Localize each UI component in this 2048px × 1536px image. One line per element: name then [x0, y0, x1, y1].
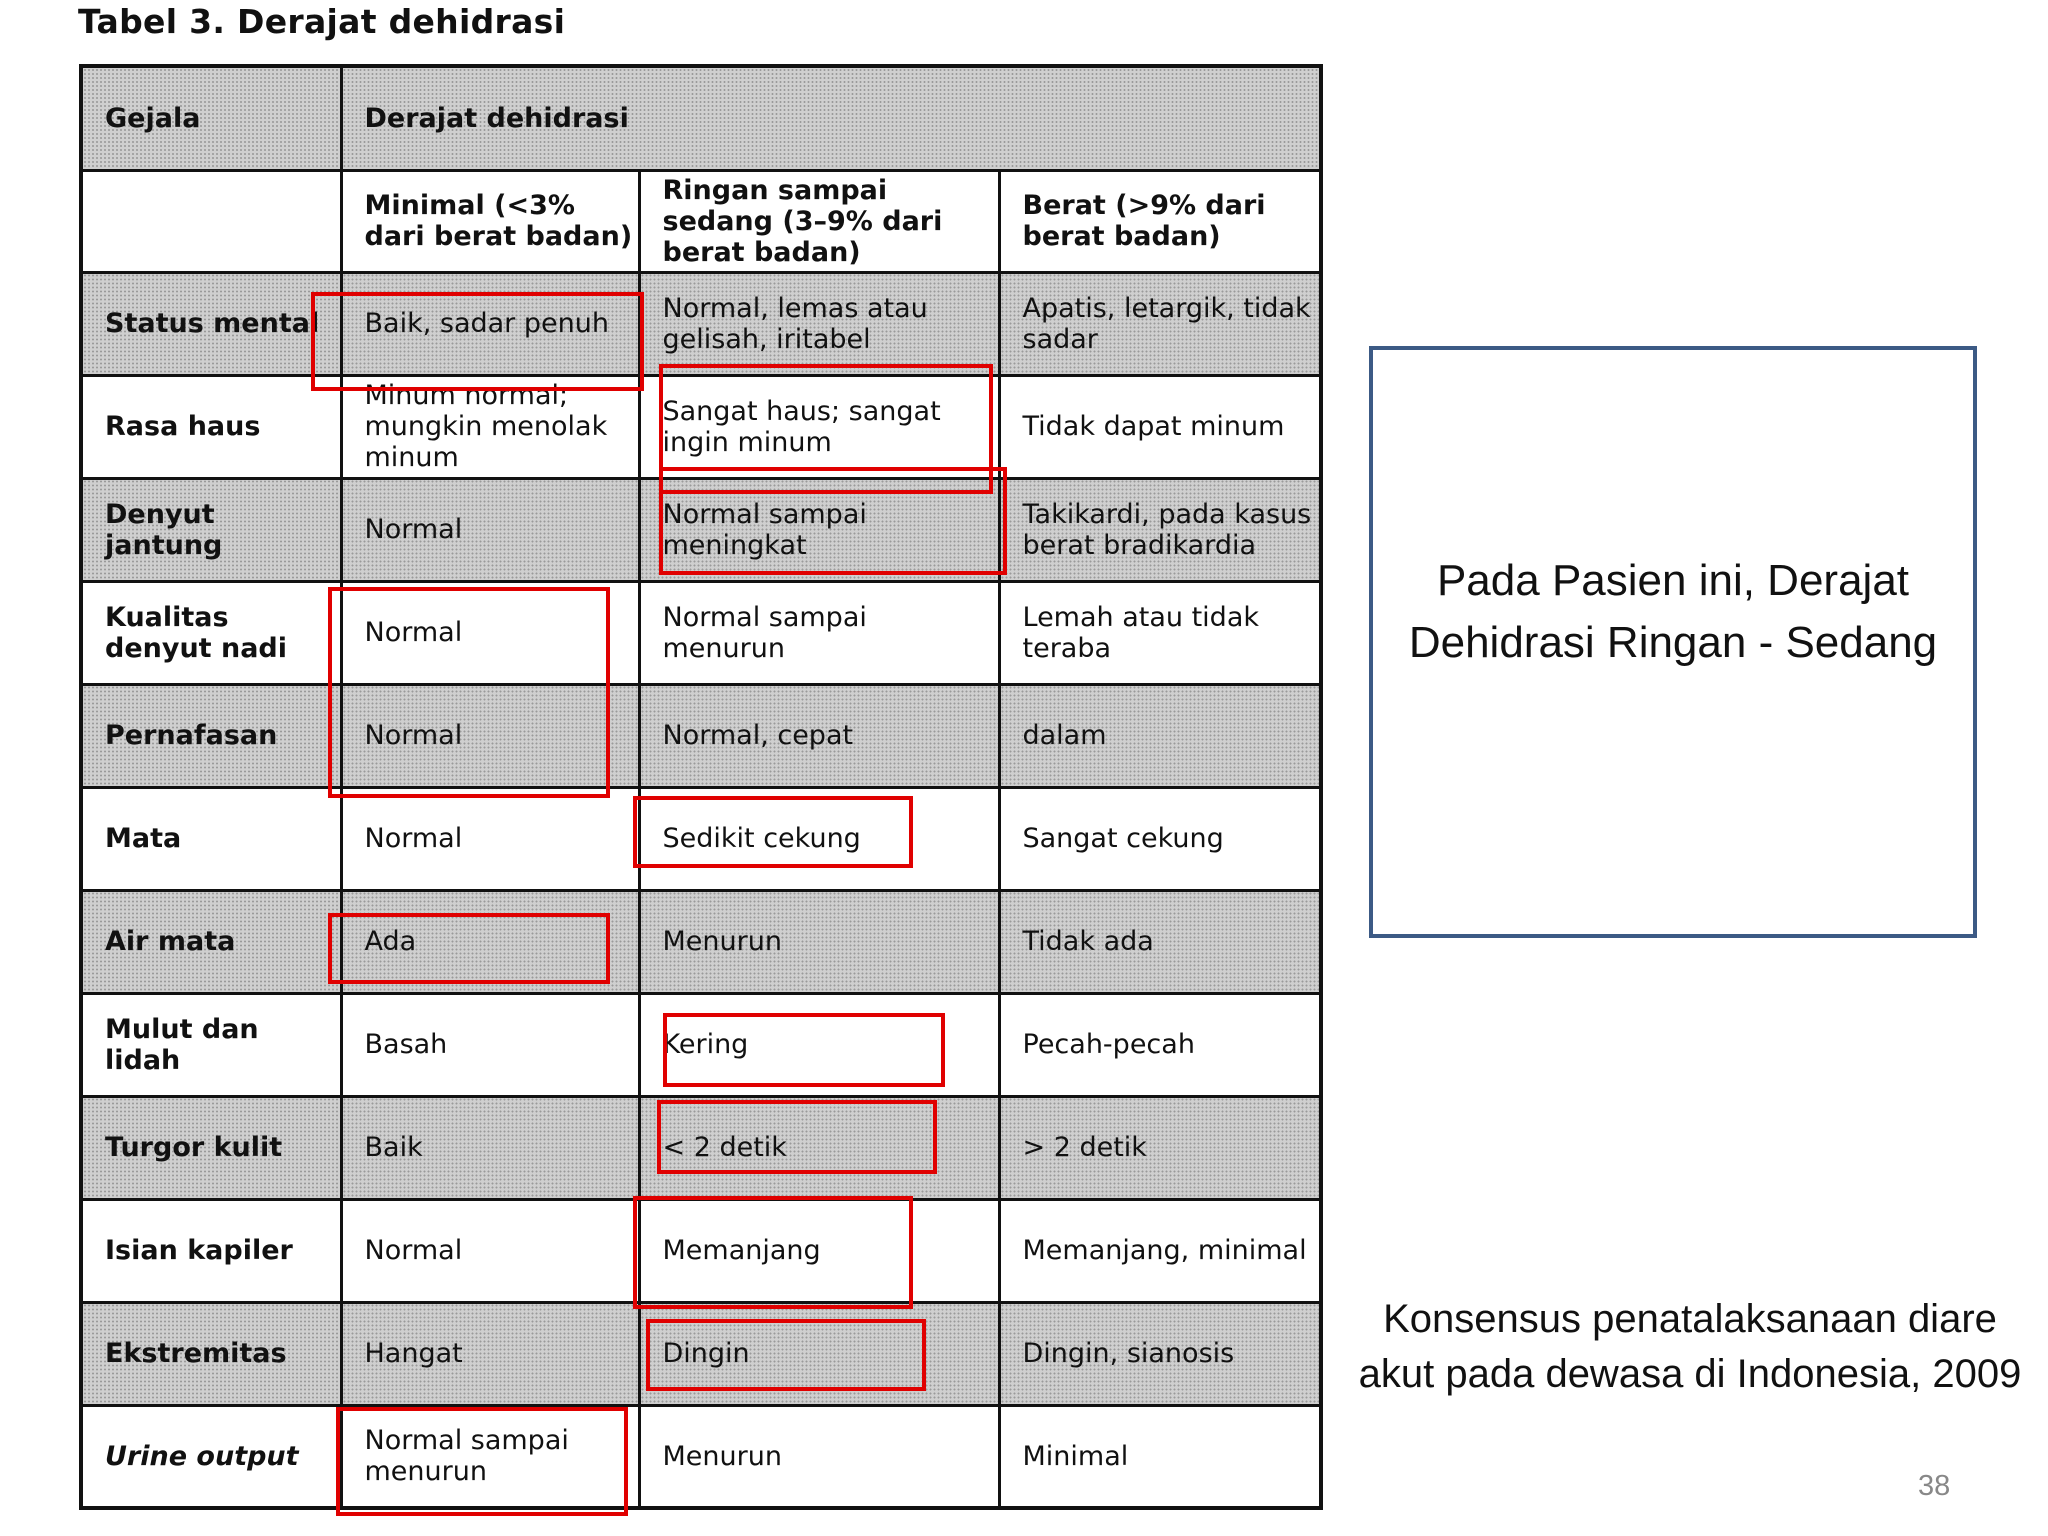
table-row [81, 272, 1321, 375]
cell-berat: Takikardi, pada kasus berat bradikardia [999, 478, 1321, 581]
cell-minimal: Normal [341, 478, 639, 581]
dehydration-table [79, 64, 1323, 1510]
cell-minimal: Basah [341, 993, 639, 1096]
row-gejala: Denyut jantung [81, 478, 341, 581]
table-row [81, 581, 1321, 684]
cell-ringan: Menurun [639, 1405, 999, 1508]
cell-minimal: Normal [341, 684, 639, 787]
cell-berat: Dingin, sianosis [999, 1302, 1321, 1405]
table-row [81, 684, 1321, 787]
subheader-ringan-sedang: Ringan sampai sedang (3–9% dari berat badan) [639, 170, 999, 272]
table-row [81, 993, 1321, 1096]
cell-berat: Tidak dapat minum [999, 375, 1321, 478]
cell-berat: Sangat cekung [999, 787, 1321, 890]
table-row [81, 1302, 1321, 1405]
cell-berat: Apatis, letargik, tidak sadar [999, 272, 1321, 375]
table-row [81, 375, 1321, 478]
cell-berat: Minimal [999, 1405, 1321, 1508]
cell-berat: Memanjang, minimal [999, 1199, 1321, 1302]
cell-minimal: Ada [341, 890, 639, 993]
cell-minimal: Hangat [341, 1302, 639, 1405]
table-row [81, 1096, 1321, 1199]
cell-ringan: Memanjang [639, 1199, 999, 1302]
table-title: Tabel 3. Derajat dehidrasi [78, 2, 566, 41]
citation-line: Konsensus penatalaksanaan diare [1383, 1297, 1997, 1341]
cell-minimal: Baik [341, 1096, 639, 1199]
cell-berat: > 2 detik [999, 1096, 1321, 1199]
row-gejala: Air mata [81, 890, 341, 993]
table-row [81, 1405, 1321, 1508]
page-number: 38 [1918, 1470, 1951, 1502]
table-row [81, 478, 1321, 581]
cell-minimal: Normal [341, 1199, 639, 1302]
cell-berat: Tidak ada [999, 890, 1321, 993]
cell-ringan: Normal sampai meningkat [639, 478, 999, 581]
cell-minimal: Minum normal; mungkin menolak minum [341, 375, 639, 478]
row-gejala: Urine output [81, 1405, 341, 1508]
cell-berat: Lemah atau tidak teraba [999, 581, 1321, 684]
cell-ringan: Sangat haus; sangat ingin minum [639, 375, 999, 478]
header-gejala: Gejala [81, 66, 341, 170]
citation [1330, 1292, 2048, 1402]
cell-ringan: < 2 detik [639, 1096, 999, 1199]
cell-berat: Pecah-pecah [999, 993, 1321, 1096]
row-gejala: Isian kapiler [81, 1199, 341, 1302]
cell-ringan: Normal, cepat [639, 684, 999, 787]
conclusion-line: Dehidrasi Ringan - Sedang [1408, 618, 1938, 667]
conclusion-text [1409, 550, 1937, 674]
cell-ringan: Normal, lemas atau gelisah, iritabel [639, 272, 999, 375]
row-gejala: Pernafasan [81, 684, 341, 787]
cell-ringan: Normal sampai menurun [639, 581, 999, 684]
cell-minimal: Normal sampai menurun [341, 1405, 639, 1508]
subheader-berat: Berat (>9% dari berat badan) [999, 170, 1321, 272]
row-gejala: Mulut dan lidah [81, 993, 341, 1096]
cell-minimal: Normal [341, 787, 639, 890]
row-gejala: Ekstremitas [81, 1302, 341, 1405]
subheader-minimal: Minimal (<3% dari berat badan) [341, 170, 639, 272]
cell-berat: dalam [999, 684, 1321, 787]
row-gejala: Status mental [81, 272, 341, 375]
citation-line: akut pada dewasa di Indonesia, 2009 [1358, 1352, 2022, 1396]
cell-minimal: Baik, sadar penuh [341, 272, 639, 375]
table-row [81, 787, 1321, 890]
conclusion-box [1369, 346, 1977, 938]
table-row [81, 1199, 1321, 1302]
row-gejala: Turgor kulit [81, 1096, 341, 1199]
cell-ringan: Dingin [639, 1302, 999, 1405]
table-subheader-row [81, 170, 1321, 272]
table-row [81, 890, 1321, 993]
header-derajat-dehidrasi: Derajat dehidrasi [341, 66, 1321, 170]
row-gejala: Mata [81, 787, 341, 890]
cell-minimal: Normal [341, 581, 639, 684]
subheader-empty [81, 170, 341, 272]
cell-ringan: Sedikit cekung [639, 787, 999, 890]
table-header-row [81, 66, 1321, 170]
cell-ringan: Menurun [639, 890, 999, 993]
row-gejala: Rasa haus [81, 375, 341, 478]
conclusion-line: Pada Pasien ini, Derajat [1436, 556, 1910, 605]
cell-ringan: Kering [639, 993, 999, 1096]
row-gejala: Kualitas denyut nadi [81, 581, 341, 684]
